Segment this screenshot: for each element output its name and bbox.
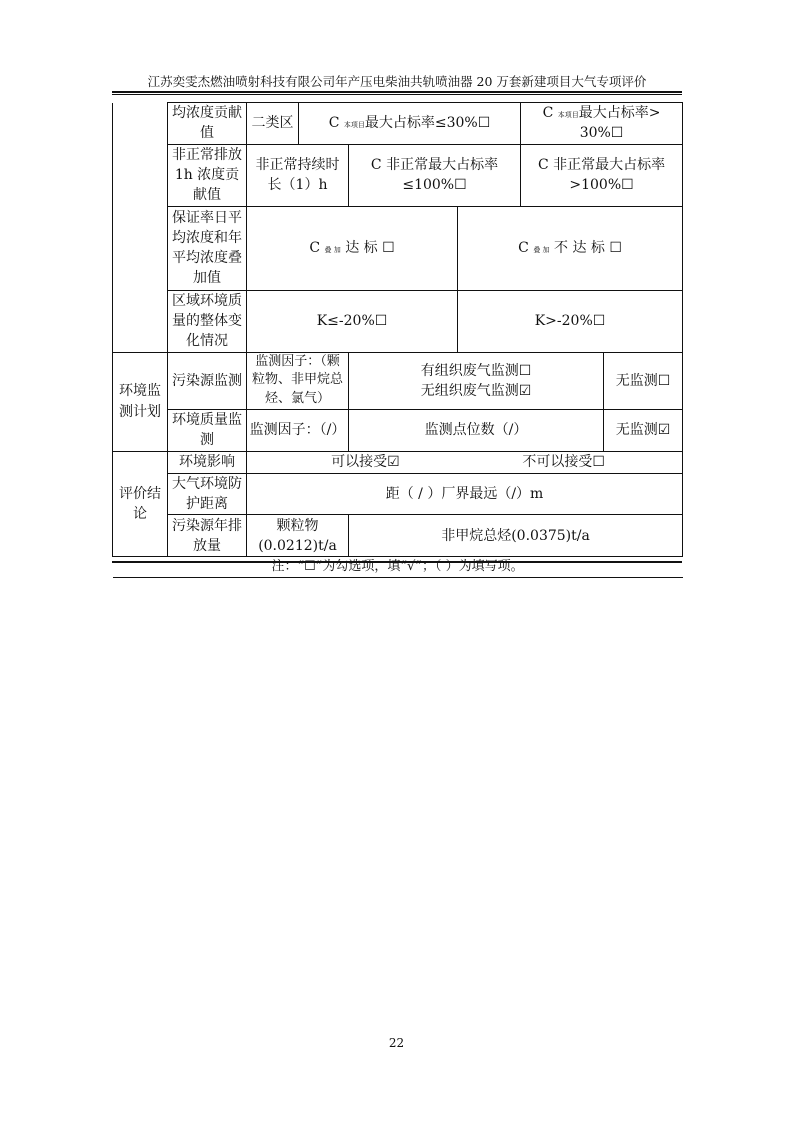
table-row-regional bbox=[113, 290, 683, 352]
table-row-emission bbox=[113, 515, 683, 557]
header-rule-thin bbox=[112, 94, 682, 95]
row-label-emission: 污染源年排放量 bbox=[168, 515, 247, 557]
page-number: 22 bbox=[388, 1036, 405, 1050]
table-bottom-rule bbox=[112, 561, 682, 563]
acceptable-option[interactable]: 可以接受☑ bbox=[331, 454, 400, 471]
table-row-note bbox=[113, 557, 683, 578]
group-cell-blank bbox=[113, 103, 168, 353]
row-label-distance: 大气环境防护距离 bbox=[168, 473, 247, 515]
superposed-option-2[interactable]: C 叠 加 不 达 标 ☐ bbox=[458, 206, 683, 290]
superposed-option-1[interactable]: C 叠 加 达 标 ☐ bbox=[247, 206, 458, 290]
table-row-source-monitoring bbox=[113, 352, 683, 410]
abnormal-option-2[interactable]: C 非正常最大占标率>100%☐ bbox=[521, 144, 683, 206]
avg-option-2[interactable]: C 本项目最大占标率> 30%☐ bbox=[521, 103, 683, 145]
regional-option-1[interactable]: K≤-20%☐ bbox=[247, 290, 458, 352]
table-row-abnormal bbox=[113, 144, 683, 206]
header-rule-thick bbox=[112, 91, 682, 93]
organized-monitoring-option[interactable]: 有组织废气监测☐ bbox=[420, 362, 532, 379]
row-label-impact: 环境影响 bbox=[168, 451, 247, 473]
impact-options bbox=[247, 451, 683, 473]
regional-option-2[interactable]: K>-20%☐ bbox=[458, 290, 683, 352]
table-row-superposed bbox=[113, 206, 683, 290]
row-label-quality-monitoring: 环境质量监测 bbox=[168, 410, 247, 452]
distance-value[interactable]: 距（ / ）厂界最远（/）m bbox=[247, 473, 683, 515]
row-label-abnormal: 非正常排放 1h 浓度贡献值 bbox=[168, 144, 247, 206]
avg-option-1[interactable]: C 本项目最大占标率≤30%☐ bbox=[299, 103, 521, 145]
quality-no-monitoring-option[interactable]: 无监测☑ bbox=[604, 410, 683, 452]
assessment-table bbox=[112, 102, 683, 578]
row-label-superposed: 保证率日平均浓度和年平均浓度叠加值 bbox=[168, 206, 247, 290]
source-factors[interactable]: 监测因子：（颗粒物、非甲烷总烃、氯气） bbox=[247, 352, 349, 410]
source-options bbox=[349, 352, 604, 410]
emission-pm[interactable]: 颗粒物(0.0212)t/a bbox=[247, 515, 349, 557]
emission-nmhc[interactable]: 非甲烷总烃(0.0375)t/a bbox=[349, 515, 683, 557]
quality-factors[interactable]: 监测因子：（/） bbox=[247, 410, 349, 452]
source-no-monitoring-option[interactable]: 无监测☐ bbox=[604, 352, 683, 410]
abnormal-option-1[interactable]: C 非正常最大占标率≤100%☐ bbox=[349, 144, 521, 206]
group-label-conclusion: 评价结论 bbox=[113, 451, 168, 557]
table-row-avg-contrib bbox=[113, 103, 683, 145]
document-header: 江苏奕雯杰燃油喷射科技有限公司年产压电柴油共轨喷油器 20 万套新建项目大气专项评价 bbox=[147, 74, 647, 89]
table-note: 注：“☐”为勾选项，填“√”；（ ）为填写项。 bbox=[113, 557, 683, 578]
row-label-source-monitoring: 污染源监测 bbox=[168, 352, 247, 410]
row-label-avg-contrib: 均浓度贡献值 bbox=[168, 103, 247, 145]
table-row-impact bbox=[113, 451, 683, 473]
group-label-monitoring: 环境监测计划 bbox=[113, 352, 168, 451]
table-row-quality-monitoring bbox=[113, 410, 683, 452]
zone-cell: 二类区 bbox=[247, 103, 299, 145]
table-row-distance bbox=[113, 473, 683, 515]
unorganized-monitoring-option[interactable]: 无组织废气监测☑ bbox=[420, 382, 532, 399]
abnormal-duration[interactable]: 非正常持续时长（1）h bbox=[247, 144, 349, 206]
row-label-regional: 区域环境质量的整体变化情况 bbox=[168, 290, 247, 352]
quality-points[interactable]: 监测点位数（/） bbox=[349, 410, 604, 452]
unacceptable-option[interactable]: 不可以接受☐ bbox=[522, 454, 605, 471]
